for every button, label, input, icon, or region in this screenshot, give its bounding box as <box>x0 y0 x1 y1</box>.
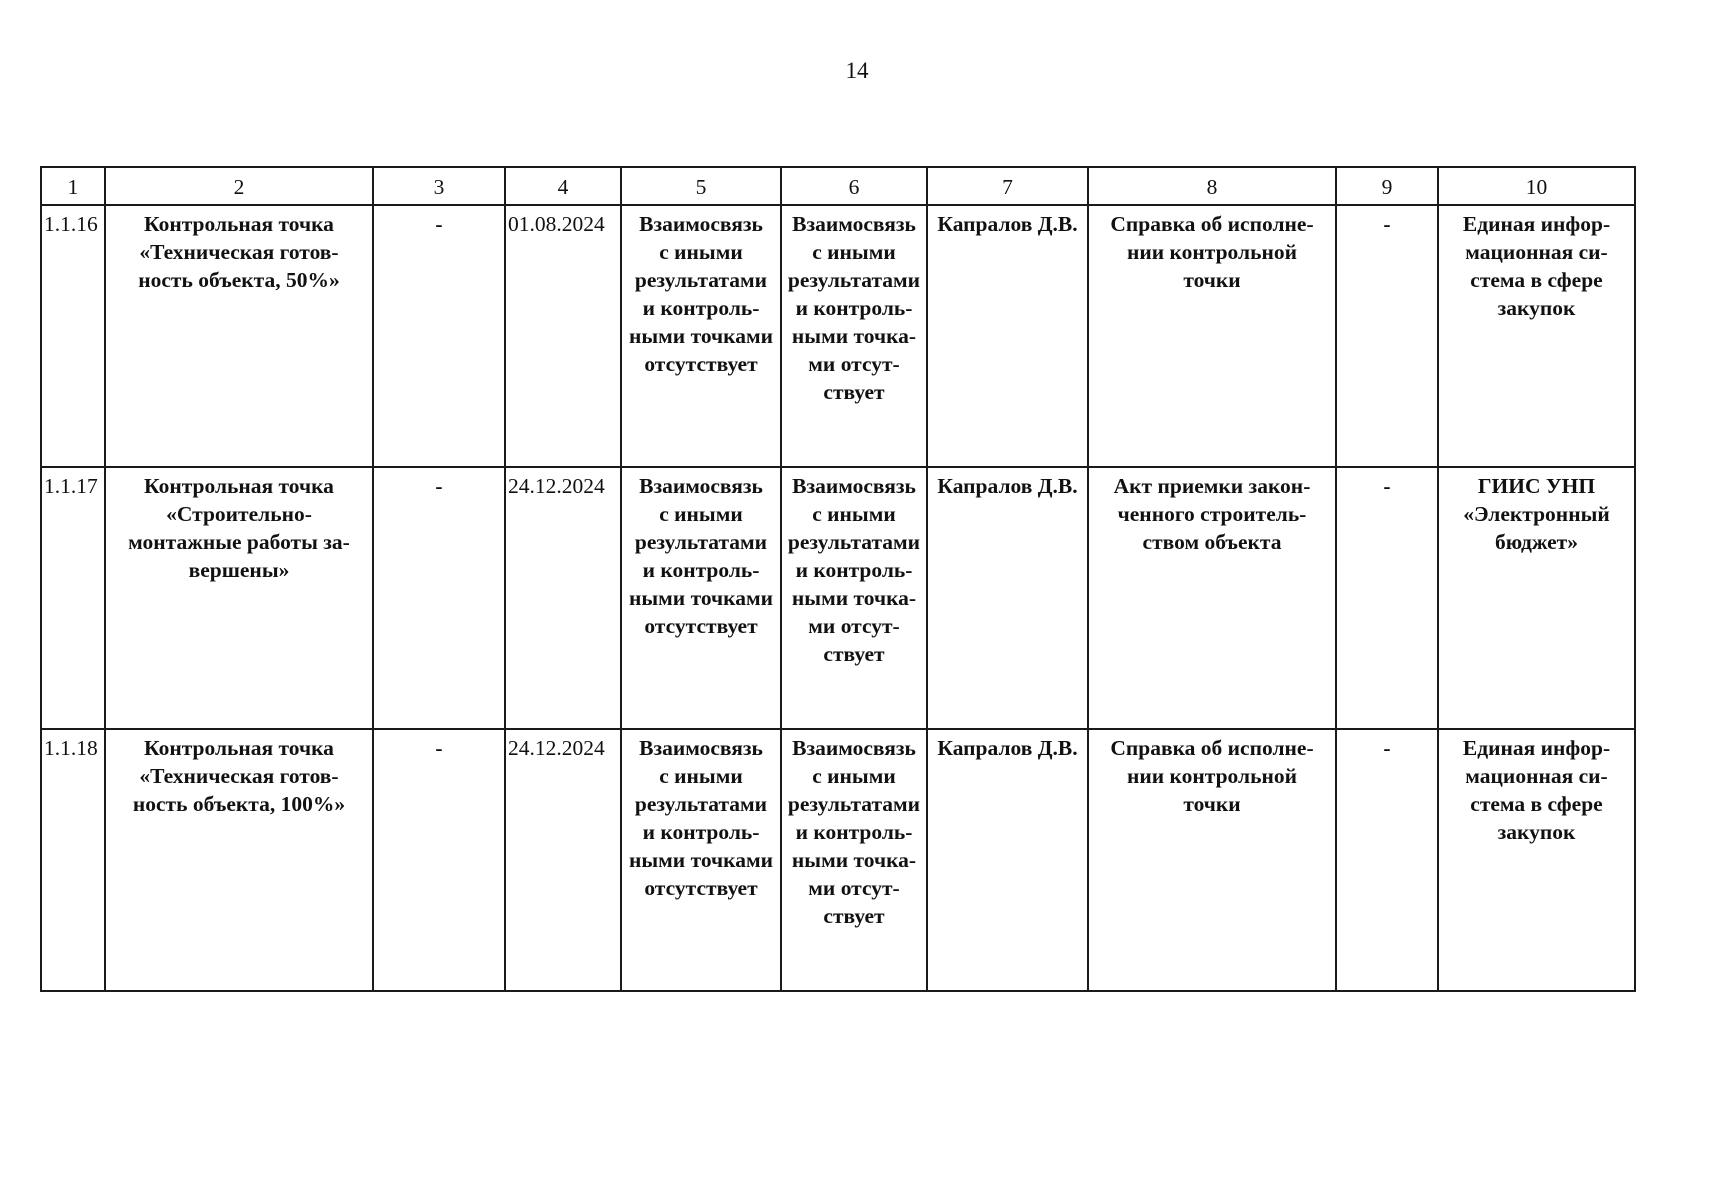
row-number: 1.1.16 <box>44 212 98 236</box>
information-system: Единая инфор- мационная си- стема в сфере закупок <box>1462 736 1611 844</box>
control-points-table <box>40 166 1636 992</box>
column-header: 8 <box>1088 167 1336 205</box>
control-point-name-cell <box>105 205 373 467</box>
relation-cell <box>621 729 781 991</box>
relation-text: Взаимосвязь с иными результатами и контроль- ными точками отсутствует <box>628 474 774 638</box>
column-header: 4 <box>505 167 621 205</box>
information-system: Единая инфор- мационная си- стема в сфере закупок <box>1462 212 1611 320</box>
column-9-value: - <box>1383 212 1391 236</box>
relation-text: Взаимосвязь с иными результатами и контроль- ными точками отсутствует <box>628 212 774 376</box>
page-number: 14 <box>845 58 869 83</box>
relation-cell <box>621 205 781 467</box>
header-row <box>41 167 1635 205</box>
column-9-cell <box>1336 467 1438 729</box>
column-9-cell <box>1336 205 1438 467</box>
column-9-value: - <box>1383 736 1391 760</box>
responsible-person: Капралов Д.В. <box>937 212 1078 236</box>
column-header: 6 <box>781 167 927 205</box>
column-header: 10 <box>1438 167 1635 205</box>
column-header: 1 <box>41 167 105 205</box>
control-point-name-cell <box>105 729 373 991</box>
relation-text: Взаимосвязь с иными результатами и контроль- ными точка- ми отсут- ствует <box>787 736 921 928</box>
column-3-cell <box>373 467 505 729</box>
column-header: 9 <box>1336 167 1438 205</box>
date-value: 01.08.2024 <box>508 212 605 236</box>
relation-cell <box>781 467 927 729</box>
responsible-person: Капралов Д.В. <box>937 736 1078 760</box>
control-point-name-cell <box>105 467 373 729</box>
control-point-name: Контрольная точка «Строительно- монтажные работы за- вершены» <box>128 474 350 582</box>
information-system-cell <box>1438 729 1635 991</box>
row-number-cell <box>41 729 105 991</box>
date-value: 24.12.2024 <box>508 474 605 498</box>
date-cell <box>505 729 621 991</box>
date-value: 24.12.2024 <box>508 736 605 760</box>
column-header: 7 <box>927 167 1088 205</box>
control-point-name: Контрольная точка «Техническая готов- ность объекта, 50%» <box>138 212 340 292</box>
relation-cell <box>621 467 781 729</box>
control-point-name: Контрольная точка «Техническая готов- ность объекта, 100%» <box>132 736 346 816</box>
information-system-cell <box>1438 467 1635 729</box>
row-number-cell <box>41 467 105 729</box>
column-9-cell <box>1336 729 1438 991</box>
responsible-cell <box>927 729 1088 991</box>
row-number: 1.1.18 <box>44 736 98 760</box>
responsible-cell <box>927 205 1088 467</box>
column-3-value: - <box>435 212 443 236</box>
relation-text: Взаимосвязь с иными результатами и контроль- ными точками отсутствует <box>628 736 774 900</box>
document-text: Акт приемки закон- ченного строитель- ством объекта <box>1113 474 1311 554</box>
column-3-value: - <box>435 736 443 760</box>
relation-cell <box>781 205 927 467</box>
row-number-cell <box>41 205 105 467</box>
information-system-cell <box>1438 205 1635 467</box>
document-cell <box>1088 729 1336 991</box>
responsible-cell <box>927 467 1088 729</box>
column-header: 3 <box>373 167 505 205</box>
information-system: ГИИС УНП «Электронный бюджет» <box>1463 474 1610 554</box>
document-cell <box>1088 205 1336 467</box>
date-cell <box>505 205 621 467</box>
relation-text: Взаимосвязь с иными результатами и контроль- ными точка- ми отсут- ствует <box>787 212 921 404</box>
document-cell <box>1088 467 1336 729</box>
table-row <box>41 729 1635 991</box>
responsible-person: Капралов Д.В. <box>937 474 1078 498</box>
column-9-value: - <box>1383 474 1391 498</box>
relation-text: Взаимосвязь с иными результатами и контроль- ными точка- ми отсут- ствует <box>787 474 921 666</box>
column-3-cell <box>373 729 505 991</box>
column-header: 2 <box>105 167 373 205</box>
document-text: Справка об исполне- нии контрольной точки <box>1110 736 1314 816</box>
table-row <box>41 467 1635 729</box>
column-3-value: - <box>435 474 443 498</box>
column-header: 5 <box>621 167 781 205</box>
column-3-cell <box>373 205 505 467</box>
date-cell <box>505 467 621 729</box>
document-text: Справка об исполне- нии контрольной точки <box>1110 212 1314 292</box>
relation-cell <box>781 729 927 991</box>
row-number: 1.1.17 <box>44 474 98 498</box>
table-row <box>41 205 1635 467</box>
